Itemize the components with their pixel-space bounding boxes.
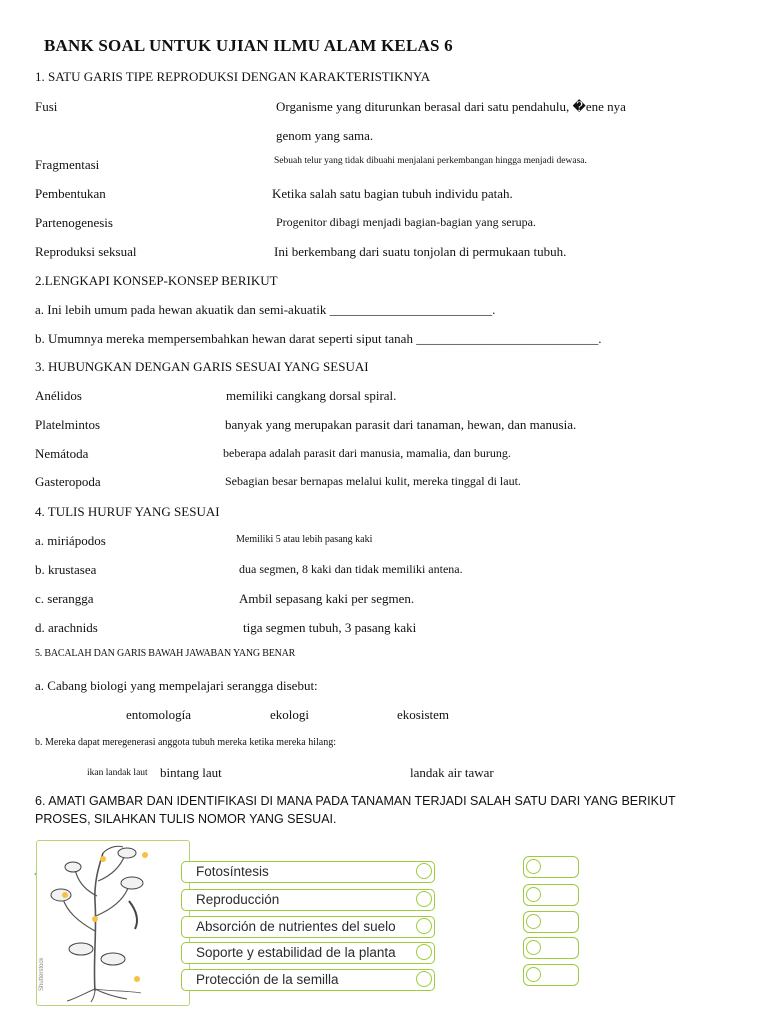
s1-left-item: Pembentukan (35, 186, 106, 201)
answer-box[interactable] (523, 884, 579, 906)
option-label: Protección de la semilla (196, 972, 339, 987)
plant-icon (37, 841, 187, 1003)
s5-question-a: a. Cabang biologi yang mempelajari serangga disebut: (35, 678, 318, 693)
section-1-heading: 1. SATU GARIS TIPE REPRODUKSI DENGAN KARAKTERISTIKNYA (35, 69, 431, 84)
process-option (181, 916, 435, 938)
s1-left-item: Fragmentasi (35, 157, 100, 172)
s3-right-item: banyak yang merupakan parasit dari tanaman, hewan, dan manusia. (225, 417, 577, 432)
s4-left-item: d. arachnids (35, 620, 98, 635)
s3-right-item: memiliki cangkang dorsal spiral. (226, 388, 397, 403)
section-6-heading: 6. AMATI GAMBAR DAN IDENTIFIKASI DI MANA PADA TANAMAN TERJADI SALAH SATU DARI YANG BERIKUT (35, 794, 676, 808)
process-option (181, 969, 435, 991)
process-option (181, 942, 435, 964)
s4-left-item: a. miriápodos (35, 533, 106, 548)
option-label: Absorción de nutrientes del suelo (196, 919, 396, 934)
circle-icon (526, 914, 541, 929)
process-option (181, 861, 435, 883)
s3-left-item: Nemátoda (35, 446, 89, 461)
s1-right-item: Ketika salah satu bagian tubuh individu patah. (272, 186, 513, 201)
answer-box[interactable] (523, 937, 579, 959)
s1-right-item: Progenitor dibagi menjadi bagian-bagian yang serupa. (276, 215, 536, 229)
s4-right-item: tiga segmen tubuh, 3 pasang kaki (243, 620, 417, 635)
option-label: Soporte y estabilidad de la planta (196, 945, 396, 960)
s4-right-item: Ambil sepasang kaki per segmen. (239, 591, 415, 606)
s2-item: b. Umumnya mereka mempersembahkan hewan darat seperti siput tanah ____________________________. (35, 331, 602, 346)
circle-icon (526, 887, 541, 902)
option-label: Fotosíntesis (196, 864, 269, 879)
section-2-heading: 2.LENGKAPI KONSEP-KONSEP BERIKUT (35, 273, 278, 288)
circle-icon (416, 971, 432, 987)
circle-icon (416, 944, 432, 960)
s1-left-item: Fusi (35, 99, 58, 114)
s1-right-item-cont: genom yang sama. (276, 128, 374, 143)
answer-box[interactable] (523, 911, 579, 933)
circle-icon (526, 967, 541, 982)
s5-option: bintang laut (160, 765, 222, 780)
circle-icon (416, 863, 432, 879)
section-5-heading: 5. BACALAH DAN GARIS BAWAH JAWABAN YANG BENAR (35, 648, 296, 659)
circle-icon (526, 940, 541, 955)
image-credit: Shutterstock (39, 957, 45, 991)
plant-figure (36, 838, 620, 1006)
section-4-heading: 4. TULIS HURUF YANG SESUAI (35, 504, 220, 519)
process-option (181, 889, 435, 911)
page-title: BANK SOAL UNTUK UJIAN ILMU ALAM KELAS 6 (44, 36, 453, 55)
option-label: Reproducción (196, 892, 280, 907)
s1-left-item: Partenogenesis (35, 215, 113, 230)
s5-option: ikan landak laut (87, 768, 148, 778)
circle-icon (526, 859, 541, 874)
section-3-heading: 3. HUBUNGKAN DENGAN GARIS SESUAI YANG SESUAI (35, 359, 369, 374)
s3-right-item: beberapa adalah parasit dari manusia, mamalia, dan burung. (223, 446, 511, 460)
s3-left-item: Platelmintos (35, 417, 100, 432)
s5-question-b: b. Mereka dapat meregenerasi anggota tubuh mereka ketika mereka hilang: (35, 737, 336, 748)
circle-icon (416, 891, 432, 907)
s3-right-item: Sebagian besar bernapas melalui kulit, mereka tinggal di laut. (225, 474, 521, 488)
s2-item: a. Ini lebih umum pada hewan akuatik dan semi-akuatik _________________________. (35, 302, 496, 317)
s1-right-item: Sebuah telur yang tidak dibuahi menjalani perkembangan hingga menjadi dewasa. (274, 156, 587, 166)
s5-option: ekologi (270, 707, 309, 722)
s5-option: ekosistem (397, 707, 449, 722)
answer-box[interactable] (523, 964, 579, 986)
circle-icon (416, 918, 432, 934)
section-6-heading-cont: PROSES, SILAHKAN TULIS NOMOR YANG SESUAI. (35, 812, 337, 826)
plant-illustration (36, 840, 190, 1006)
s1-left-item: Reproduksi seksual (35, 244, 137, 259)
s3-left-item: Gasteropoda (35, 474, 101, 489)
s5-option: landak air tawar (410, 765, 494, 780)
s5-option: entomología (126, 707, 191, 722)
answer-box[interactable] (523, 856, 579, 878)
s1-right-item: Ini berkembang dari suatu tonjolan di permukaan tubuh. (274, 244, 567, 259)
s4-left-item: b. krustasea (35, 562, 97, 577)
s3-left-item: Anélidos (35, 388, 82, 403)
s4-right-item: dua segmen, 8 kaki dan tidak memiliki antena. (239, 562, 463, 576)
s4-right-item: Memiliki 5 atau lebih pasang kaki (236, 534, 373, 545)
s1-right-item: Organisme yang diturunkan berasal dari satu pendahulu, �ene nya (276, 99, 626, 114)
s4-left-item: c. serangga (35, 591, 94, 606)
